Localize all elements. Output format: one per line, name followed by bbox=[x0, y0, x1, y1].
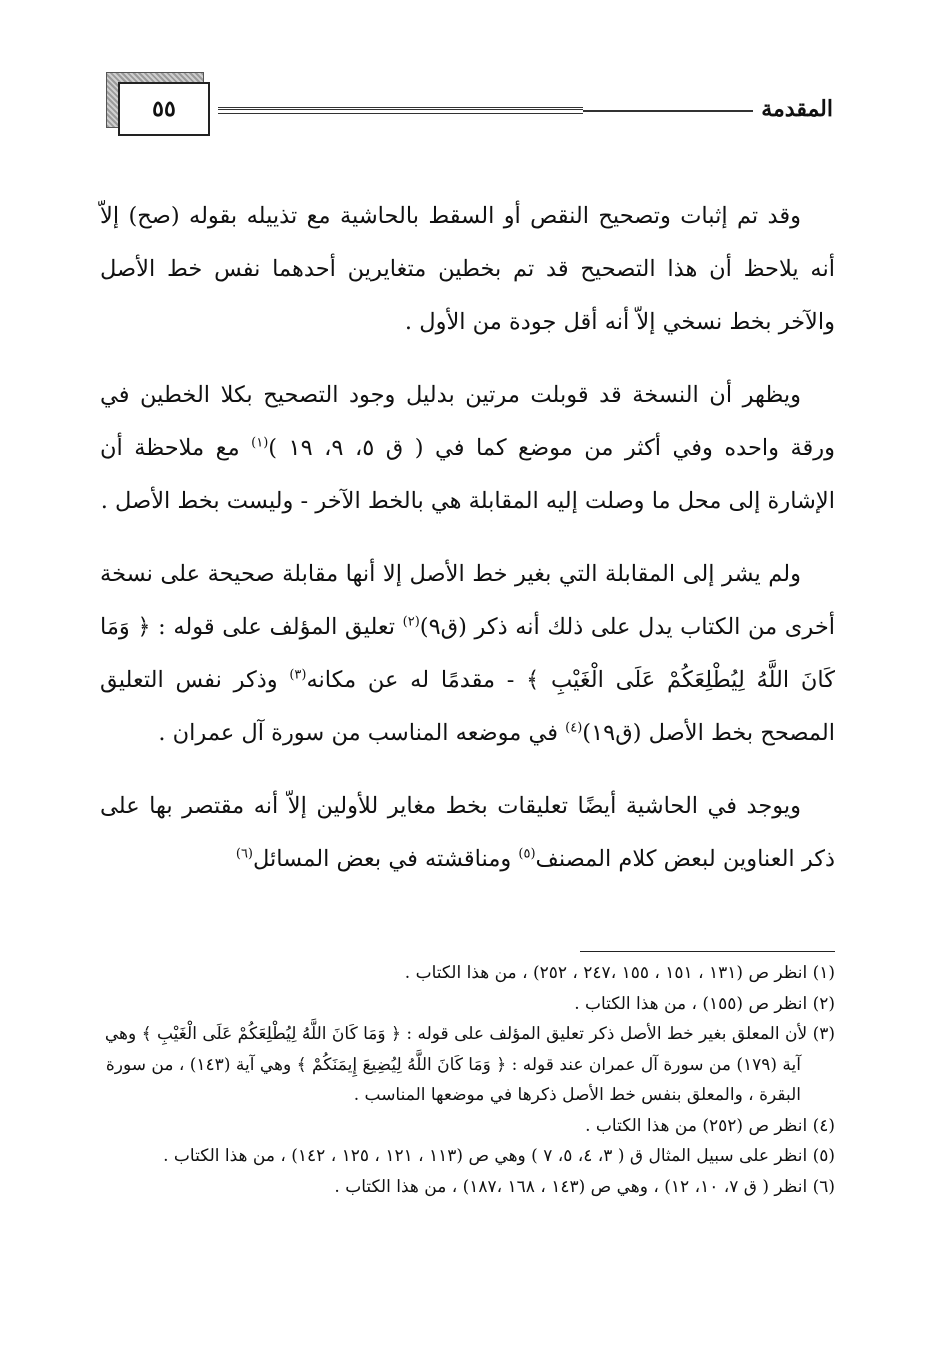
footnote-4: (٤) انظر ص (٢٥٢) من هذا الكتاب . bbox=[585, 1115, 835, 1136]
paragraph-3-text-b: تعليق المؤلف على قوله : ﴿ وَمَا كَانَ اللَّهُ لِيُطْلِعَكُمْ عَلَى الْغَيْبِ ﴾ - مقدمًا له عن مكانه bbox=[100, 614, 835, 693]
footnote-ref-3: (٣) bbox=[289, 667, 307, 683]
footnote-1: (١) انظر ص (١٣١ ، ١٥١ ، ١٥٥ ،٢٤٧ ، ٢٥٢) ، من هذا الكتاب . bbox=[404, 963, 835, 983]
header-rule bbox=[218, 107, 583, 114]
footnote-2: (٢) انظر ص (١٥٥) ، من هذا الكتاب . bbox=[574, 993, 835, 1014]
footnote-ref-4: (٤) bbox=[565, 720, 583, 736]
footnote-ref-6: (٦) bbox=[235, 846, 253, 862]
paragraph-2-text-a: ويظهر أن النسخة قد قوبلت مرتين بدليل وجود التصحيح بكلا الخطين في ورقة واحده وفي أكثر من موضع كما في ( ق ٥، ٩، ١٩ ) bbox=[100, 382, 835, 461]
page-number-box bbox=[106, 72, 212, 138]
footnotes bbox=[96, 958, 835, 1202]
footnote-6: (٦) انظر ( ق ٧، ١٠، ١٢) ، وهي ص (١٤٣ ، ١٦٨ ،١٨٧) ، من هذا الكتاب . bbox=[334, 1176, 835, 1197]
body-text bbox=[100, 190, 835, 886]
paragraph-3 bbox=[100, 548, 835, 760]
paragraph-3-text-d: في موضعه المناسب من سورة آل عمران . bbox=[158, 720, 566, 746]
paragraph-4 bbox=[100, 780, 835, 886]
header-rule-thin bbox=[583, 110, 753, 112]
page-number: ٥٥ bbox=[118, 82, 210, 136]
footnote-5: (٥) انظر على سبيل المثال ق ( ٣، ٤، ٥، ٧ ) وهي ص (١١٣ ، ١٢١ ، ١٢٥ ، ١٤٢) ، من هذا الكتاب . bbox=[163, 1146, 835, 1166]
footnote-ref-1: (١) bbox=[251, 435, 269, 451]
footnote-3: (٣) لأن المعلق بغير خط الأصل ذكر تعليق المؤلف على قوله : ﴿ وَمَا كَانَ اللَّهُ لِيُطْلِعَكُمْ عَلَى الْغَيْبِ ﴾ وهي آية (١٧٩) من سورة آل عمران عند قوله : ﴿ وَمَا كَانَ اللَّهُ لِيُضِيعَ إِيمَنَكُمْ ﴾ وهي آية (١٤٣) ، من سورة البقرة ، والمعلق بنفس خط الأصل ذكرها في موضعها المناسب . bbox=[104, 1024, 835, 1105]
paragraph-1: وقد تم إثبات وتصحيح النقص أو السقط بالحاشية مع تذييله بقوله (صح) إلاّ أنه يلاحظ أن هذا التصحيح قد تم بخطين متغايرين أحدهما نفس خط الأصل والآخر بخط نسخي إلاّ أنه أقل جودة من الأول . bbox=[100, 203, 835, 335]
footnote-ref-5: (٥) bbox=[518, 846, 536, 862]
section-title: المقدمة bbox=[761, 96, 833, 122]
footnote-ref-2: (٢) bbox=[402, 614, 420, 630]
paragraph-4-text-a: ويوجد في الحاشية أيضًا تعليقات بخط مغاير للأولين إلاّ أنه مقتصر بها على ذكر العناوين لبعض كلام المصنف bbox=[100, 793, 835, 872]
paragraph-2-text-b: مع ملاحظة أن الإشارة إلى محل ما وصلت إليه المقابلة هي بالخط الآخر - وليست بخط الأصل . bbox=[100, 435, 835, 514]
paragraph-3-text-c: وذكر نفس التعليق المصحح بخط الأصل (ق١٩) bbox=[100, 667, 835, 746]
paragraph-4-text-b: ومناقشته في بعض المسائل bbox=[253, 846, 519, 872]
footnote-separator bbox=[580, 951, 835, 952]
paragraph-3-text-a: ولم يشر إلى المقابلة التي بغير خط الأصل إلا أنها مقابلة صحيحة على نسخة أخرى من الكتاب يدل على ذلك أنه ذكر (ق٩) bbox=[100, 561, 835, 640]
paragraph-2 bbox=[100, 369, 835, 528]
